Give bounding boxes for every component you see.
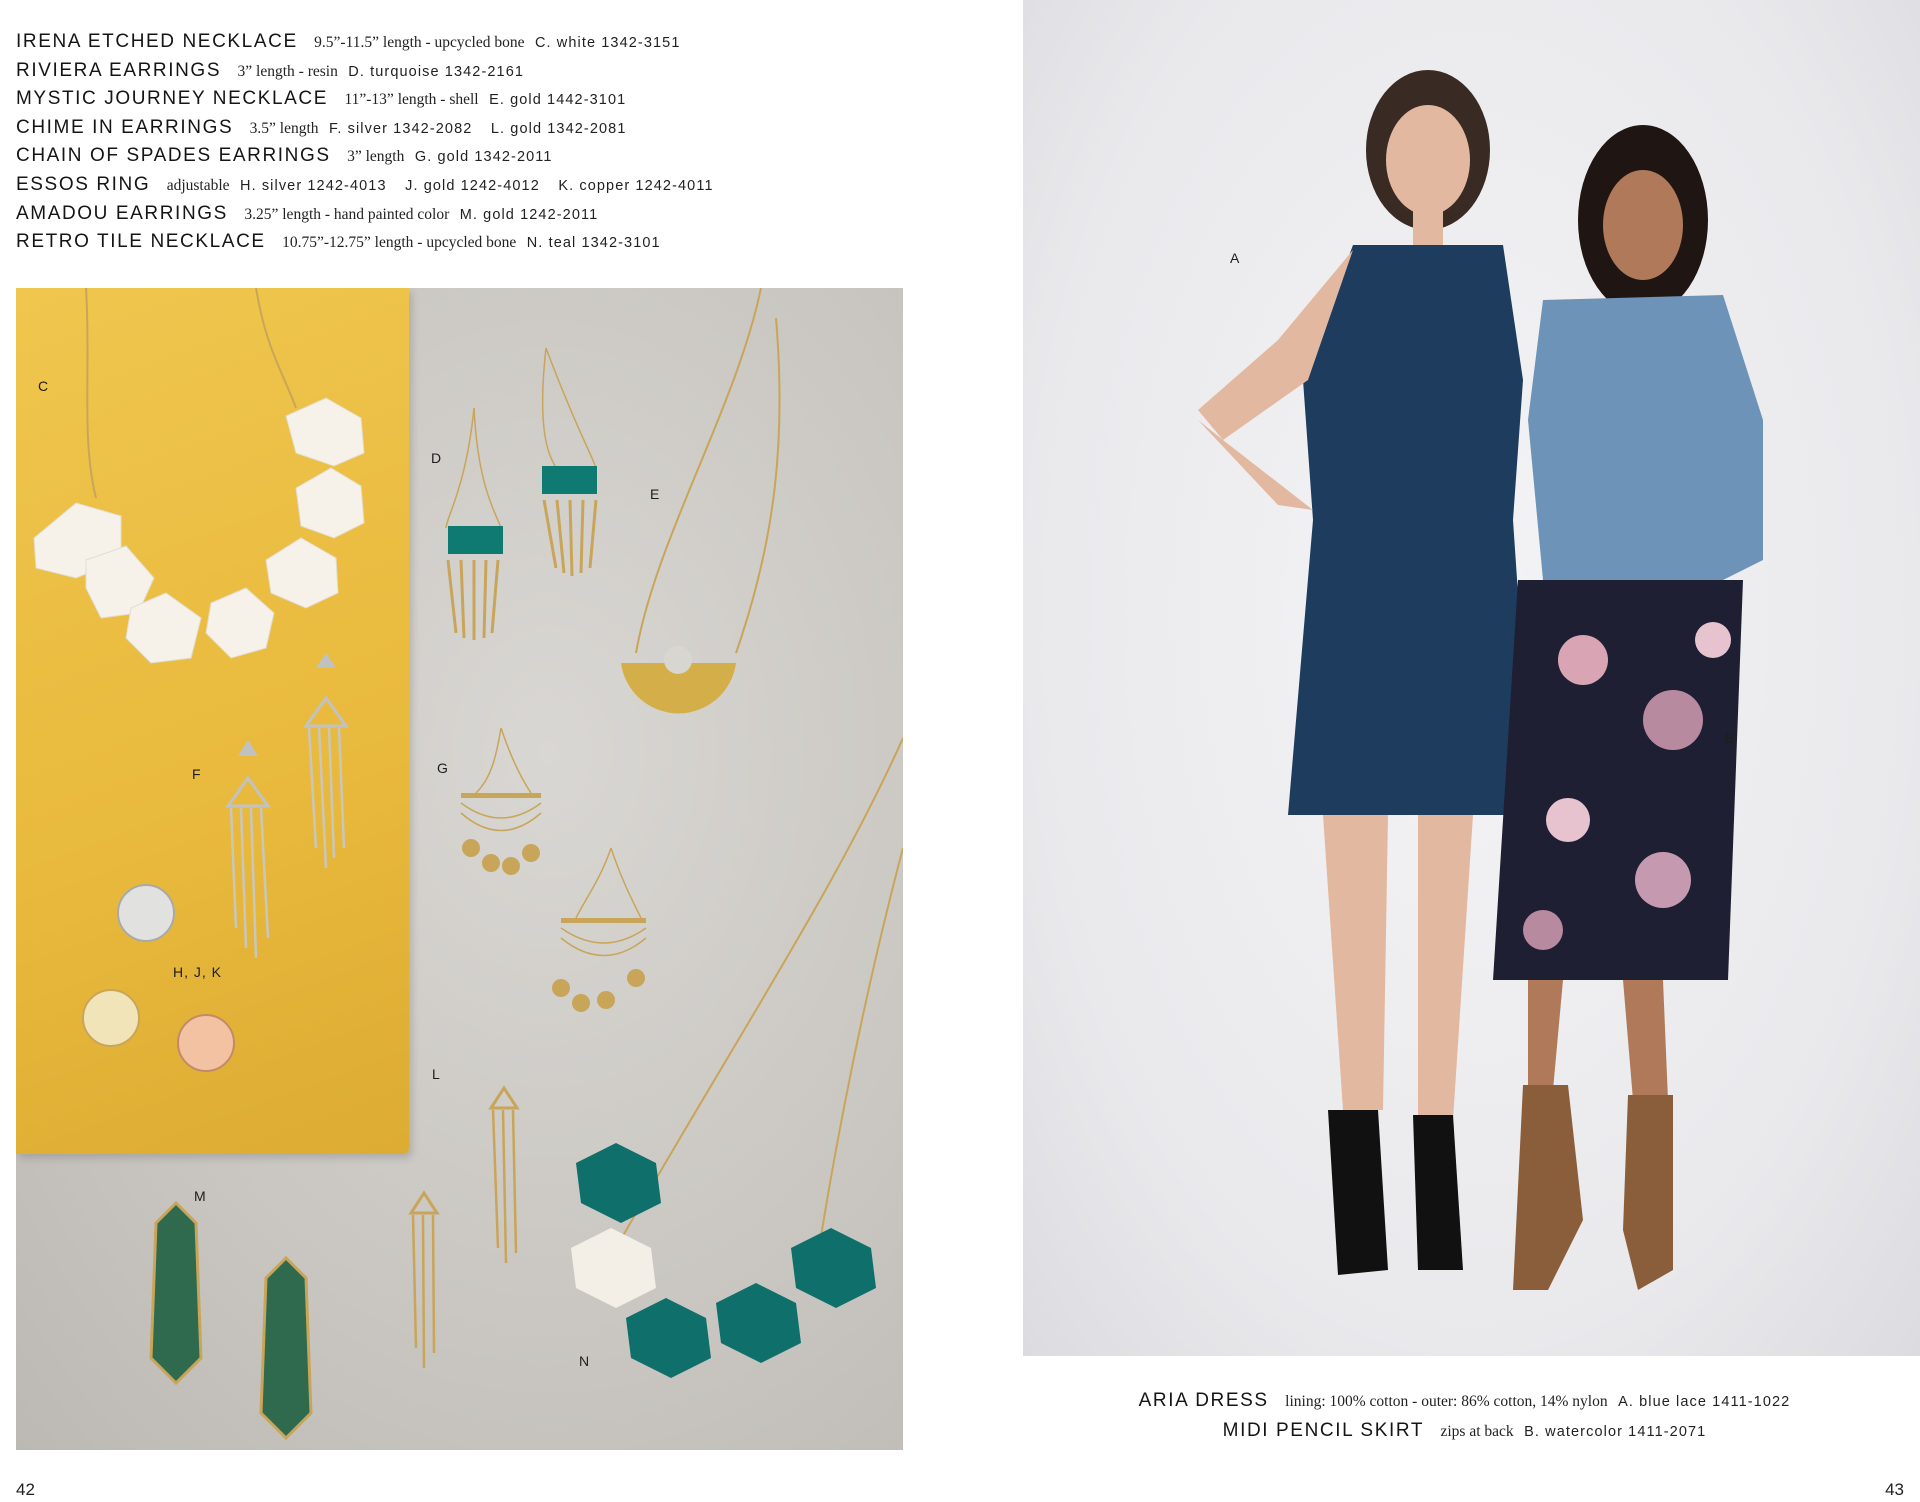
necklace-n-image (571, 738, 903, 1378)
model-b-figure (1493, 125, 1763, 1290)
product-code: C. white 1342-3151 (534, 35, 681, 51)
label-e: E (650, 486, 661, 502)
product-code: H. silver 1242-4013 (240, 177, 387, 194)
label-hjk: H, J, K (173, 964, 223, 980)
product-essos-ring (16, 171, 976, 200)
model-photo (1023, 0, 1920, 1356)
product-chain-of-spades (16, 142, 976, 171)
label-n: N (579, 1353, 591, 1369)
label-m: M (194, 1188, 207, 1204)
jewelry-photo (16, 288, 903, 1450)
earrings-m-image (151, 1203, 311, 1438)
product-desc: 10.75”-12.75” length - upcycled bone (282, 234, 517, 252)
product-code: L. gold 1342-2081 (490, 120, 627, 137)
product-amadou (16, 200, 976, 229)
product-name: CHIME IN EARRINGS (16, 116, 234, 138)
product-name: MYSTIC JOURNEY NECKLACE (16, 88, 329, 110)
product-code: J. gold 1242-4012 (405, 177, 540, 194)
product-desc: 11”-13” length - shell (344, 91, 479, 109)
earrings-l-image (411, 1088, 517, 1368)
product-code: D. turquoise 1342-2161 (348, 63, 525, 80)
caption-code: A. blue lace 1411-1022 (1618, 1394, 1791, 1410)
product-desc: 3” length - resin (237, 62, 338, 80)
product-riviera (16, 57, 976, 86)
product-mystic-journey (16, 85, 976, 114)
product-desc: 3” length (347, 148, 405, 166)
models-illustration (1023, 0, 1920, 1356)
label-l: L (432, 1066, 441, 1082)
caption-name: MIDI PENCIL SKIRT (1222, 1420, 1425, 1441)
product-desc: 3.5” length (249, 119, 319, 137)
product-code: K. copper 1242-4011 (558, 177, 714, 194)
product-name: RETRO TILE NECKLACE (16, 231, 266, 253)
necklace-e-image (621, 288, 780, 713)
product-retro-tile (16, 228, 976, 257)
product-name: AMADOU EARRINGS (16, 202, 228, 224)
product-desc: adjustable (166, 176, 230, 194)
product-name: IRENA ETCHED NECKLACE (16, 31, 298, 52)
caption-name: ARIA DRESS (1138, 1390, 1269, 1411)
earrings-d-image (446, 348, 597, 640)
page-number-right: 43 (1885, 1480, 1904, 1499)
jewelry-illustration (16, 288, 903, 1450)
label-a: A (1230, 250, 1241, 266)
product-name: ESSOS RING (16, 173, 151, 195)
caption-code: B. watercolor 1411-2071 (1524, 1424, 1707, 1440)
necklace-c-image (34, 288, 364, 663)
product-code: M. gold 1242-2011 (459, 206, 599, 223)
label-g: G (437, 760, 449, 776)
product-desc: 3.25” length - hand painted color (244, 205, 450, 223)
product-code: N. teal 1342-3101 (526, 235, 661, 252)
caption-aria-dress (1023, 1390, 1920, 1412)
label-c: C (38, 378, 50, 394)
product-code: E. gold 1442-3101 (489, 92, 627, 109)
product-list (16, 28, 976, 257)
product-irena (16, 28, 976, 57)
label-f: F (192, 766, 202, 782)
product-chime-in (16, 114, 976, 143)
product-name: CHAIN OF SPADES EARRINGS (16, 145, 331, 167)
product-code: G. gold 1342-2011 (414, 149, 553, 166)
caption-desc: lining: 100% cotton - outer: 86% cotton, 14% nylon (1285, 1393, 1608, 1410)
label-d: D (431, 450, 443, 466)
caption-desc: zips at back (1440, 1423, 1514, 1440)
page-number-left: 42 (16, 1480, 35, 1499)
label-b: B (1725, 730, 1736, 746)
product-name: RIVIERA EARRINGS (16, 59, 222, 81)
product-code: F. silver 1342-2082 (329, 120, 473, 137)
earrings-f-image (228, 653, 346, 958)
caption-midi-pencil-skirt (1023, 1420, 1920, 1442)
model-a-figure (1198, 70, 1533, 1275)
earrings-g-image (461, 728, 646, 1012)
product-desc: 9.5”-11.5” length - upcycled bone (314, 34, 525, 51)
